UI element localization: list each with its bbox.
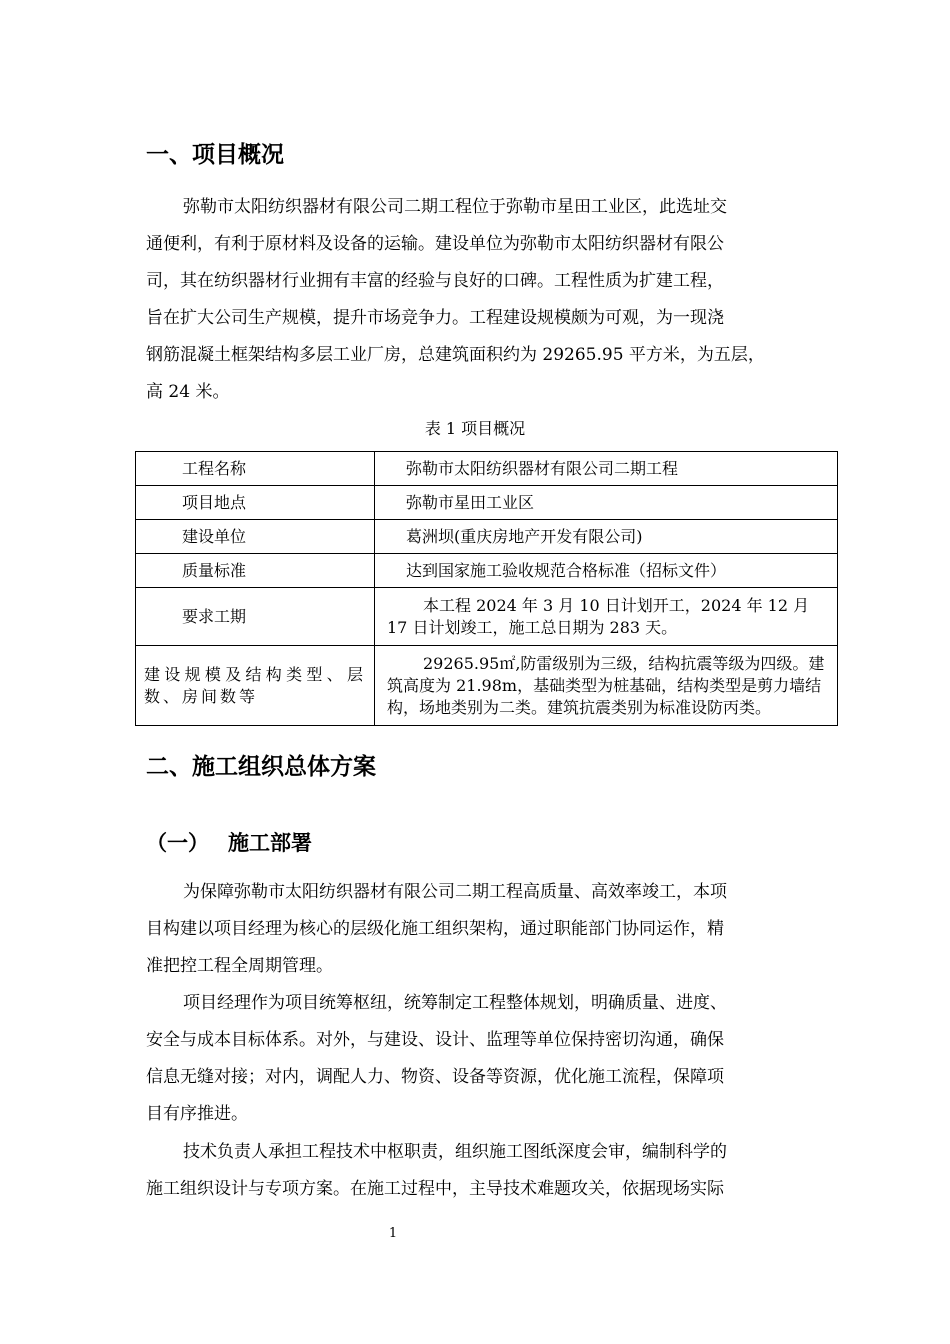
table-cell-label: 建设单位 [136,520,375,554]
table-row [136,452,838,486]
table-cell-label: 建设规模及结构类型、层数、房间数等 [136,646,375,726]
table-cell-value [375,588,838,646]
section-2-paragraph-2 [146,985,806,1133]
subsection-number: （一） [146,831,209,855]
paragraph-line: 为保障弥勒市太阳纺织器材有限公司二期工程高质量、高效率竣工，本项 [183,882,727,902]
paragraph-line: 弥勒市太阳纺织器材有限公司二期工程位于弥勒市星田工业区，此选址交 [183,197,727,217]
table-cell-value: 达到国家施工验收规范合格标准（招标文件） [375,554,838,588]
paragraph-line: 旨在扩大公司生产规模，提升市场竞争力。工程建设规模颇为可观，为一现浇 [146,308,724,328]
table-cell-label: 质量标准 [136,554,375,588]
paragraph-line: 通便利，有利于原材料及设备的运输。建设单位为弥勒市太阳纺织器材有限公 [146,234,724,254]
subsection-heading [146,828,312,858]
table-cell-text: 29265.95㎡,防雷级别为三级，结构抗震等级为四级。建筑高度为 21.98m，基础类型为桩基础，结构类型是剪力墙结构，场地类别为二类。建筑抗震类别为标准设防丙类。 [387,653,825,717]
paragraph-line: 施工组织设计与专项方案。在施工过程中，主导技术难题攻关，依据现场实际 [146,1179,724,1199]
table-cell-label: 工程名称 [136,452,375,486]
table-row [136,554,838,588]
section-2-heading: 二、施工组织总体方案 [146,754,376,780]
paragraph-line: 目构建以项目经理为核心的层级化施工组织架构，通过职能部门协同运作，精 [146,919,724,939]
table-cell-value: 弥勒市太阳纺织器材有限公司二期工程 [375,452,838,486]
subsection-title: 施工部署 [228,831,312,855]
section-2-paragraph-1 [146,874,806,985]
table-cell-value [375,646,838,726]
paragraph-line: 目有序推进。 [146,1104,248,1124]
table-row [136,520,838,554]
paragraph-line: 安全与成本目标体系。对外，与建设、设计、监理等单位保持密切沟通，确保 [146,1030,724,1050]
table-row [136,486,838,520]
paragraph-line: 准把控工程全周期管理。 [146,956,333,976]
paragraph-line: 信息无缝对接；对内，调配人力、物资、设备等资源，优化施工流程，保障项 [146,1067,724,1087]
table-row [136,646,838,726]
table-cell-text: 本工程 2024 年 3 月 10 日计划开工，2024 年 12 月 17 日计划竣工，施工总日期为 283 天。 [387,595,810,637]
page-number: 1 [388,1226,398,1241]
paragraph-line: 高 24 米。 [146,382,230,402]
paragraph-line: 司，其在纺织器材行业拥有丰富的经验与良好的口碑。工程性质为扩建工程， [146,271,724,291]
project-overview-table [135,451,838,726]
table-cell-value: 葛洲坝(重庆房地产开发有限公司) [375,520,838,554]
table-cell-label: 要求工期 [136,588,375,646]
table-caption: 表 1 项目概况 [424,419,526,438]
paragraph-line: 技术负责人承担工程技术中枢职责，组织施工图纸深度会审，编制科学的 [183,1142,727,1162]
section-2-paragraph-3 [146,1134,806,1208]
section-1-paragraph [146,189,806,411]
table-cell-label: 项目地点 [136,486,375,520]
paragraph-line: 项目经理作为项目统筹枢纽，统筹制定工程整体规划，明确质量、进度、 [183,993,727,1013]
table-cell-value: 弥勒市星田工业区 [375,486,838,520]
paragraph-line: 钢筋混凝土框架结构多层工业厂房，总建筑面积约为 29265.95 平方米，为五层， [146,345,765,365]
section-1-heading: 一、项目概况 [146,142,284,168]
table-row [136,588,838,646]
